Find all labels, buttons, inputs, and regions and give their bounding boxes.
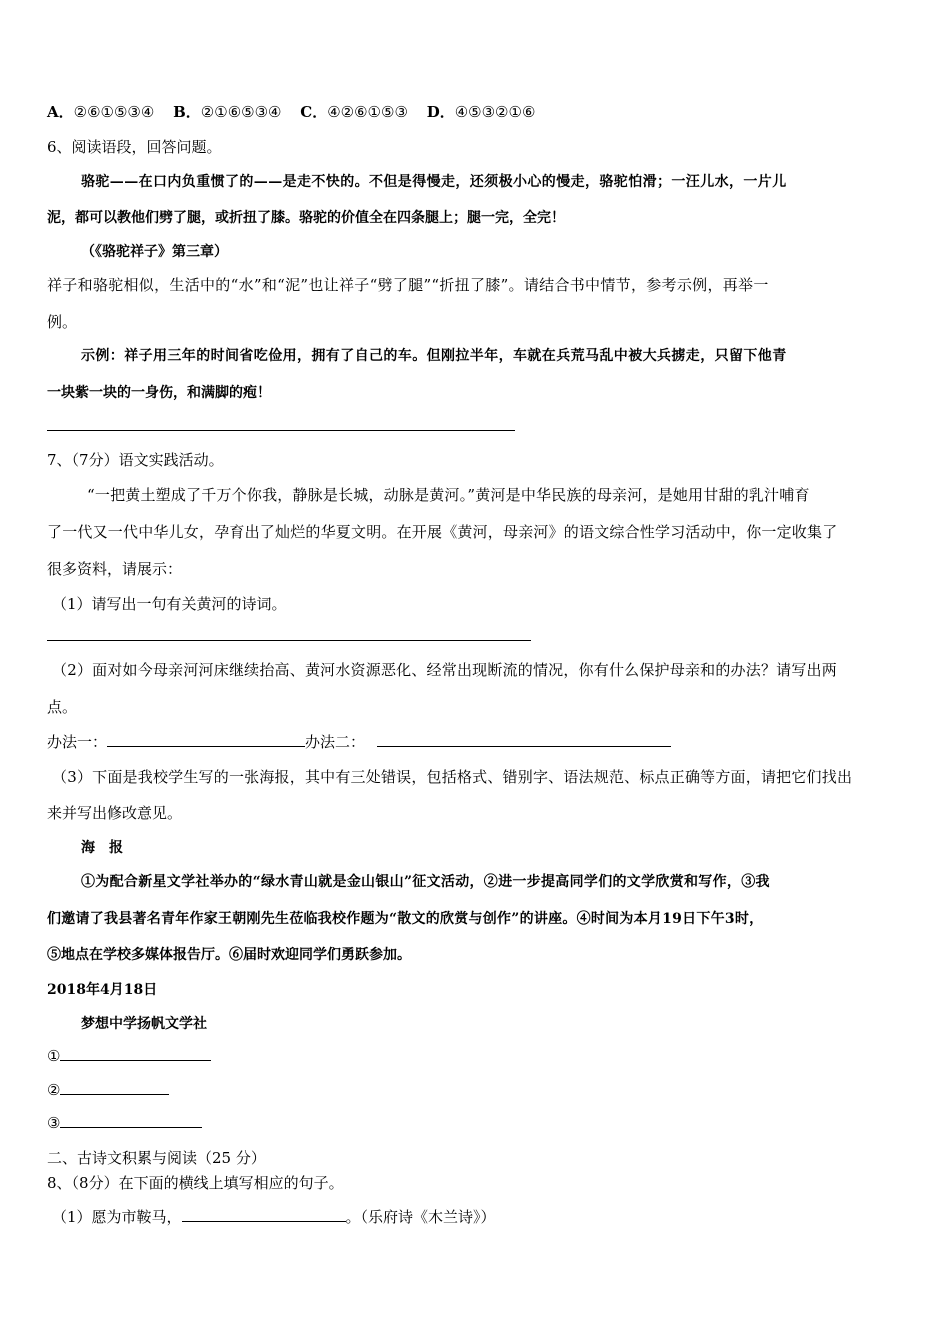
q6-question-line1: 祥子和骆驼相似，生活中的“水”和“泥”也让祥子“劈了腿”“折扭了膝”。请结合书中情节，参考示例，再举一 xyxy=(47,276,769,294)
q7-sub1-answer-line[interactable] xyxy=(47,640,531,641)
answer-1-blank[interactable] xyxy=(60,1046,211,1061)
option-d: D．④⑤③②①⑥ xyxy=(426,103,536,121)
answer-3 xyxy=(47,1113,202,1133)
poster-line2: 们邀请了我县著名青年作家王朝刚先生莅临我校作题为“散文的欣赏与创作”的讲座。④时间为本月19日下午3时， xyxy=(47,911,764,927)
answer-1 xyxy=(47,1046,211,1066)
q8-sub1-blank[interactable] xyxy=(182,1207,346,1222)
answer-2 xyxy=(47,1080,169,1100)
q6-example-line2: 一块紫一块的一身伤，和满脚的疱！ xyxy=(47,385,271,401)
q6-source: （《骆驼祥子》第三章） xyxy=(81,244,228,260)
q7-sub3-line2: 来并写出修改意见。 xyxy=(47,804,183,822)
poster-title: 海 报 xyxy=(81,840,123,856)
section2-heading: 二、古诗文积累与阅读（25 分） xyxy=(47,1149,266,1167)
q6-heading: 6、阅读语段，回答问题。 xyxy=(47,138,222,156)
method2-label: 办法二： xyxy=(305,733,366,751)
q7-intro-line2: 了一代又一代中华儿女，孕育出了灿烂的华夏文明。在开展《黄河，母亲河》的语文综合性学习活动中，你一定收集了 xyxy=(47,523,838,541)
q7-sub2-line1: （2）面对如今母亲河河床继续抬高、黄河水资源恶化、经常出现断流的情况，你有什么保护母亲和的办法？请写出两 xyxy=(52,661,837,679)
q7-sub1: （1）请写出一句有关黄河的诗词。 xyxy=(52,595,287,613)
answer-3-blank[interactable] xyxy=(60,1113,202,1128)
poster-line3: ⑤地点在学校多媒体报告厅。⑥届时欢迎同学们勇跃参加。 xyxy=(47,947,411,963)
q6-passage-line2: 泥，都可以教他们劈了腿，或折扭了膝。骆驼的价值全在四条腿上；腿一完，全完！ xyxy=(47,210,565,226)
option-a: A．②⑥①⑤③④ xyxy=(47,103,155,121)
answer-2-marker: ② xyxy=(47,1081,61,1099)
q7-sub2-line2: 点。 xyxy=(47,698,78,716)
poster-date: 2018年4月18日 xyxy=(47,982,158,998)
answer-3-marker: ③ xyxy=(47,1114,61,1132)
q7-intro-line3: 很多资料，请展示： xyxy=(47,560,183,578)
q6-passage-line1: 骆驼——在口内负重惯了的——是走不快的。不但是得慢走，还须极小心的慢走，骆驼怕滑；一汪儿水，一片儿 xyxy=(81,174,787,190)
q7-heading: 7、（7分）语文实践活动。 xyxy=(47,451,224,469)
q8-sub1-suffix: 。（乐府诗《木兰诗》） xyxy=(345,1208,496,1226)
poster-line1: ①为配合新星文学社举办的“绿水青山就是金山银山”征文活动，②进一步提高同学们的文学欣赏和写作，③我 xyxy=(81,874,770,890)
option-b: B．②①⑥⑤③④ xyxy=(173,103,282,121)
poster-org: 梦想中学扬帆文学社 xyxy=(81,1016,207,1032)
q7-sub3-line1: （3）下面是我校学生写的一张海报，其中有三处错误，包括格式、错别字、语法规范、标点正确等方面，请把它们找出 xyxy=(52,768,853,786)
q6-question-line2: 例。 xyxy=(47,313,78,331)
q8-sub1 xyxy=(52,1207,496,1227)
q6-answer-line[interactable] xyxy=(47,430,515,431)
q8-heading: 8、（8分）在下面的横线上填写相应的句子。 xyxy=(47,1174,344,1192)
q7-intro-line1: “一把黄土塑成了千万个你我，静脉是长城，动脉是黄河。”黄河是中华民族的母亲河，是她用甘甜的乳汁哺育 xyxy=(87,486,810,504)
q5-options xyxy=(47,102,549,122)
option-c: C．④②⑥①⑤③ xyxy=(300,103,408,121)
method1-blank[interactable] xyxy=(107,732,305,747)
q6-example-line1: 示例：祥子用三年的时间省吃俭用，拥有了自己的车。但刚拉半年，车就在兵荒马乱中被大兵掳走，只留下他青 xyxy=(81,348,787,364)
answer-1-marker: ① xyxy=(47,1047,61,1065)
method1-label: 办法一： xyxy=(47,733,108,751)
answer-2-blank[interactable] xyxy=(60,1080,169,1095)
q7-methods xyxy=(47,732,671,752)
method2-blank[interactable] xyxy=(377,732,671,747)
q8-sub1-prefix: （1）愿为市鞍马， xyxy=(52,1208,182,1226)
